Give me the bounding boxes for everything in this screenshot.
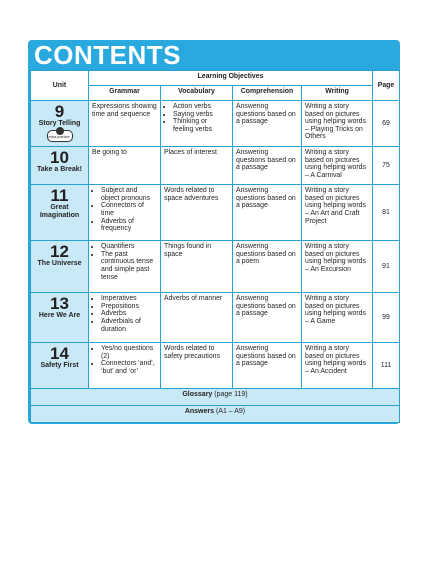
comprehension-cell: Answering questions based on a passage	[233, 293, 302, 343]
grammar-item: • Adverbials of duration	[101, 318, 157, 333]
vocabulary-text: Things found in space	[164, 243, 212, 258]
writing-cell: Writing a story based on pictures using helping words – A Game	[302, 293, 373, 343]
page-number[interactable]: 75	[373, 147, 400, 185]
page-number[interactable]: 81	[373, 185, 400, 241]
unit-cell	[31, 147, 89, 185]
grammar-cell	[89, 101, 161, 147]
unit-cell	[31, 293, 89, 343]
unit-row	[31, 241, 400, 293]
glossary-row[interactable]	[31, 389, 400, 406]
grammar-item: • Prepositions	[101, 303, 157, 311]
header-unit: Unit	[31, 71, 89, 101]
unit-row	[31, 343, 400, 389]
grammar-cell	[89, 293, 161, 343]
grammar-item: • The past continuous tense and simple past tense	[101, 251, 157, 281]
vocabulary-item: • Saying verbs	[173, 111, 229, 119]
page-number[interactable]: 99	[373, 293, 400, 343]
grammar-item: • Adverbs of frequency	[101, 218, 157, 233]
page-number[interactable]: 111	[373, 343, 400, 389]
grammar-cell	[89, 185, 161, 241]
unit-number: 14	[50, 344, 69, 364]
vocabulary-text: Words related to safety precautions	[164, 345, 220, 360]
vocabulary-cell	[161, 343, 233, 389]
contents-panel	[28, 40, 400, 424]
answers-detail: (A1 – A9)	[214, 408, 246, 416]
grammar-item: • Connectors of time	[101, 202, 157, 217]
vocabulary-cell	[161, 147, 233, 185]
badge-text: extra practice	[48, 134, 70, 139]
answers-row[interactable]	[31, 406, 400, 423]
grammar-item: • Subject and object pronouns	[101, 187, 157, 202]
contents-table	[30, 70, 400, 423]
page-title: CONTENTS	[34, 40, 181, 70]
page-number[interactable]: 91	[373, 241, 400, 293]
unit-cell	[31, 101, 89, 147]
vocabulary-item: • Thinking or feeling verbs	[173, 118, 229, 133]
unit-cell	[31, 185, 89, 241]
unit-row	[31, 101, 400, 147]
unit-number: 12	[50, 242, 69, 262]
unit-title: Great Imagination	[39, 204, 80, 219]
glossary-label: Glossary	[182, 391, 213, 399]
glossary-detail: (page 119)	[212, 391, 248, 399]
unit-row	[31, 293, 400, 343]
grammar-item: • Imperatives	[101, 295, 157, 303]
grammar-item: • Yes/no questions (2)	[101, 345, 157, 360]
writing-cell: Writing a story based on pictures using helping words – A Carnival	[302, 147, 373, 185]
vocabulary-cell	[161, 241, 233, 293]
vocabulary-cell	[161, 101, 233, 147]
header-vocabulary: Vocabulary	[161, 86, 233, 101]
grammar-item: • Adverbs	[101, 310, 157, 318]
writing-cell: Writing a story based on pictures using helping words – An Art and Craft Project	[302, 185, 373, 241]
header-writing: Writing	[302, 86, 373, 101]
comprehension-cell: Answering questions based on a passage	[233, 101, 302, 147]
comprehension-cell: Answering questions based on a passage	[233, 343, 302, 389]
vocabulary-text: Words related to space adventures	[164, 187, 219, 202]
writing-cell: Writing a story based on pictures using helping words – An Excursion	[302, 241, 373, 293]
unit-title: Here We Are	[38, 312, 81, 320]
unit-number: 13	[50, 294, 69, 314]
grammar-item: • Quantifiers	[101, 243, 157, 251]
grammar-item: • Connectors ‘and’, ‘but’ and ‘or’	[101, 360, 157, 375]
vocabulary-cell	[161, 185, 233, 241]
vocabulary-item: • Action verbs	[173, 103, 229, 111]
comprehension-cell: Answering questions based on a passage	[233, 185, 302, 241]
unit-title: Story Telling	[38, 120, 81, 127]
answers-label: Answers	[184, 408, 215, 416]
vocabulary-text: Places of interest	[164, 149, 217, 157]
unit-row	[31, 185, 400, 241]
unit-number: 11	[50, 186, 69, 206]
vocabulary-cell	[161, 293, 233, 343]
grammar-text: Be going to	[92, 149, 127, 157]
unit-number: 9	[54, 102, 65, 121]
grammar-text: Expressions showing time and sequence	[92, 103, 157, 118]
comprehension-cell: Answering questions based on a passage	[233, 147, 302, 185]
vocabulary-text: Adverbs of manner	[164, 295, 223, 303]
header-learning-objectives: Learning Objectives	[89, 71, 373, 86]
unit-number: 10	[50, 148, 69, 168]
unit-title: The Universe	[37, 260, 82, 268]
unit-title: Safety First	[40, 362, 79, 370]
grammar-cell	[89, 343, 161, 389]
unit-cell	[31, 241, 89, 293]
comprehension-cell: Answering questions based on a poem	[233, 241, 302, 293]
header-page: Page	[373, 71, 400, 101]
extra-practice-badge-icon	[47, 130, 73, 142]
unit-row	[31, 147, 400, 185]
unit-cell	[31, 343, 89, 389]
header-grammar: Grammar	[89, 86, 161, 101]
unit-title: Take a Break!	[36, 166, 82, 174]
grammar-cell	[89, 241, 161, 293]
writing-cell: Writing a story based on pictures using helping words – An Accident	[302, 343, 373, 389]
grammar-cell	[89, 147, 161, 185]
writing-cell: Writing a story based on pictures using helping words – Playing Tricks on Others	[302, 101, 373, 147]
header-comprehension: Comprehension	[233, 86, 302, 101]
page-number[interactable]: 69	[373, 101, 400, 147]
